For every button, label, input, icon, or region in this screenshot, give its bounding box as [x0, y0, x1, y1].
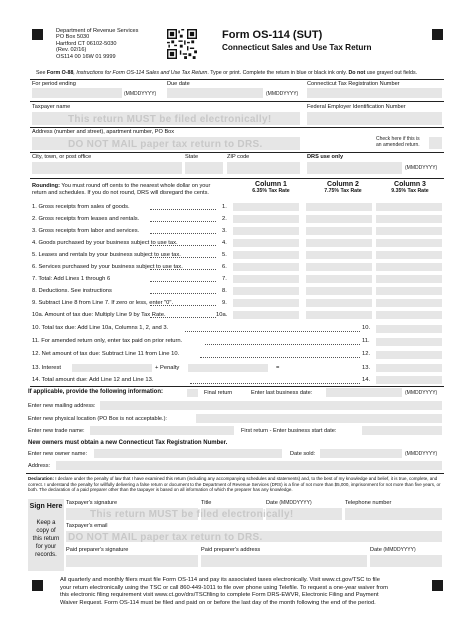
line-9-column-2-field[interactable] — [306, 299, 372, 307]
column-1-header: Column 1 6.35% Tax Rate — [252, 181, 290, 195]
leader-dots — [205, 344, 360, 345]
final-return-checkbox[interactable] — [187, 389, 198, 397]
amended-return-checkbox[interactable] — [429, 137, 442, 149]
rounding-note-1: Rounding: You must round off cents to the nearest whole dollar on your — [32, 183, 211, 189]
leader-dots — [150, 221, 216, 222]
line-5-column-3-field[interactable] — [376, 251, 442, 259]
leader-dots — [150, 233, 216, 234]
line-13-amount-field[interactable] — [376, 364, 442, 372]
line-3-label: 3. Gross receipts from labor and services. — [32, 228, 140, 234]
applicable-heading: If applicable, provide the following information: — [28, 389, 164, 395]
line-14-label: 14. Total amount due: Add Line 12 and Line 13. — [32, 377, 154, 383]
date-sold-label: Date sold: — [290, 451, 316, 457]
registration-number-field[interactable] — [307, 88, 442, 98]
leader-dots — [190, 383, 360, 384]
registration-number-label: Connecticut Tax Registration Number — [307, 81, 400, 87]
city-field[interactable] — [32, 162, 182, 174]
line-6-label: 6. Services purchased by your business subject to use tax. — [32, 264, 183, 270]
line-1-column-1-field[interactable] — [233, 203, 299, 211]
period-ending-format: (MMDDYYYY) — [124, 91, 157, 97]
column-3-header: Column 3 9.35% Tax Rate — [391, 181, 429, 195]
owner-address-field[interactable] — [56, 461, 442, 470]
line-12-amount-field[interactable] — [376, 351, 442, 359]
divider — [30, 178, 444, 179]
drs-date-format: (MMDDYYYY) — [405, 165, 438, 171]
line-2-column-2-field[interactable] — [306, 215, 372, 223]
line-10-column-3-field[interactable] — [376, 311, 442, 319]
divider — [30, 386, 444, 387]
line-13-label: 13. Interest — [32, 365, 62, 371]
qr-code-icon — [167, 29, 197, 59]
leader-dots — [200, 357, 360, 358]
divider — [30, 79, 444, 80]
line-3-num: 3. — [222, 228, 227, 234]
line-4-label: 4. Goods purchased by your business subject to use tax. — [32, 240, 178, 246]
taxpayer-name-label: Taxpayer name — [32, 104, 71, 110]
line-2-label: 2. Gross receipts from leases and rentals. — [32, 216, 140, 222]
electronic-filing-watermark: This return MUST be filed electronically! — [68, 114, 272, 125]
line-1-label: 1. Gross receipts from sales of goods. — [32, 204, 130, 210]
line-4-column-3-field[interactable] — [376, 239, 442, 247]
line-7-label: 7. Total: Add Lines 1 through 6 — [32, 276, 111, 282]
line-1-column-3-field[interactable] — [376, 203, 442, 211]
amended-check-text-2: an amended return. — [376, 142, 420, 148]
preparer-date-label: Date (MMDDYYYY) — [370, 547, 416, 553]
preparer-address-label: Paid preparer's address — [201, 547, 261, 553]
line-9-column-1-field[interactable] — [233, 299, 299, 307]
do-not-mail-watermark: DO NOT MAIL paper tax return to DRS. — [68, 532, 263, 543]
form-title: Form OS-114 (SUT) — [222, 29, 323, 41]
divider — [30, 127, 444, 128]
business-start-date-field[interactable] — [362, 426, 442, 435]
agency-block — [56, 28, 166, 60]
divider — [26, 473, 444, 474]
address-label: Address (number and street), apartment number, PO Box — [32, 129, 175, 135]
city-label: City, town, or post office — [32, 154, 92, 160]
line-9-num: 9. — [222, 300, 227, 306]
line-10-column-1-field[interactable] — [233, 311, 299, 319]
divider — [30, 101, 444, 102]
agency-line: (Rev. 02/16) — [56, 47, 87, 54]
line-10-num: 10. — [362, 325, 371, 331]
leader-dots — [150, 305, 216, 306]
do-not-mail-watermark: DO NOT MAIL paper tax return to DRS. — [68, 139, 263, 150]
line-8-num: 8. — [222, 288, 227, 294]
preparer-date-field[interactable] — [370, 555, 442, 567]
agency-line: Department of Revenue Services — [56, 28, 139, 34]
owner-address-label: Address: — [28, 463, 51, 469]
line-12-num: 12. — [362, 351, 371, 357]
line-10-label: 10. Total tax due: Add Line 10a, Columns 1, 2, and 3. — [32, 325, 169, 331]
drs-use-only-field — [307, 162, 402, 174]
line-8-column-2-field[interactable] — [306, 287, 372, 295]
title-label: Title — [201, 500, 212, 506]
line-6-column-3-field[interactable] — [376, 263, 442, 271]
new-trade-label: Enter new trade name: — [28, 428, 85, 434]
equals-sign: = — [276, 365, 280, 371]
last-business-date-format: (MMDDYYYY) — [405, 390, 438, 396]
new-mailing-field[interactable] — [100, 401, 442, 410]
footer-note: All quarterly and monthly filers must file Form OS-114 and pay its associated taxes electronically. Visit www.ct.gov/TSC to file your return electronically using the TSC or call 860-449-1011 to file over phone using Telefile. To request a one-year waiver from this electronic filing requirement visit www.ct.gov/drs/TSCfiling to complete Form DRS-EWVR, Electronic Filing and Payment Waiver Request. Form OS-114 must be filed and paid on or before the last day of the month following the end of the period. — [60, 577, 388, 606]
penalty-label: + Penalty — [155, 365, 180, 371]
line-4-column-2-field[interactable] — [306, 239, 372, 247]
divider — [30, 152, 444, 153]
corner-mark-bottom-left — [32, 580, 43, 591]
leader-dots — [150, 245, 216, 246]
line-13-num: 13. — [362, 365, 371, 371]
declaration-text: Declaration: I declare under the penalty of law that I have examined this return (including any accompanying schedules and statements) and, to the best of my knowledge and belief, it is true, complete, and correct. I understand the penalty for willfully delivering a false return or document to the Department of Revenue Services (DRS) is a fine of not more than $5,000, imprisonment for not more than five years, or both. The declaration of a paid preparer other than the taxpayer is based on all information of which the preparer has any knowledge. — [28, 476, 441, 493]
fein-label: Federal Employer Identification Number — [307, 104, 406, 110]
new-owners-heading: New owners must obtain a new Connecticut Tax Registration Number. — [28, 440, 228, 446]
agency-line: OS114 00 16W 01 9999 — [56, 53, 116, 60]
for-period-ending-label: For period ending — [32, 81, 76, 87]
form-subtitle: Connecticut Sales and Use Tax Return — [222, 43, 372, 52]
period-ending-field[interactable] — [32, 88, 122, 98]
corner-mark-bottom-right — [432, 580, 443, 591]
column-2-header: Column 2 7.75% Tax Rate — [324, 181, 362, 195]
line-12-label: 12. Net amount of tax due: Subtract Line 11 from Line 10. — [32, 351, 180, 357]
line-2-column-1-field[interactable] — [233, 215, 299, 223]
line-10-column-2-field[interactable] — [306, 311, 372, 319]
new-physical-field[interactable] — [196, 414, 442, 423]
line-7-column-2-field[interactable] — [306, 275, 372, 283]
line-11-label: 11. For amended return only, enter tax paid on prior return. — [32, 338, 183, 344]
new-trade-field[interactable] — [90, 426, 234, 435]
corner-mark-top-left — [32, 29, 43, 40]
line-10a-num: 10a. — [216, 312, 228, 318]
rounding-note-2: return and schedules. If you do not round, DRS will disregard the cents. — [32, 190, 209, 196]
leader-dots — [150, 281, 216, 282]
line-5-column-2-field[interactable] — [306, 251, 372, 259]
state-field[interactable] — [185, 162, 223, 174]
instructions-line: See Form O-88, Instructions for Form OS-114 Sales and Use Tax Return. Type or print. Complete the return in blue or black ink only. Do not use grayed out fields. — [36, 70, 418, 76]
line-11-amount-field[interactable] — [376, 338, 442, 346]
new-physical-label: Enter new physical location (PO Box is not acceptable.): — [28, 416, 167, 422]
line-10-amount-field[interactable] — [376, 325, 442, 333]
due-date-field[interactable] — [167, 88, 263, 98]
zip-field[interactable] — [227, 162, 300, 174]
line-6-num: 6. — [222, 264, 227, 270]
electronic-filing-watermark: This return MUST be filed electronically! — [90, 509, 294, 520]
preparer-address-field[interactable] — [201, 555, 367, 567]
line-11-num: 11. — [362, 338, 370, 344]
last-business-date-label: Enter last business date: — [251, 390, 313, 396]
sign-here-label: Sign Here — [29, 503, 63, 510]
taxpayer-signature-label: Taxpayer's signature — [66, 500, 118, 506]
line-7-num: 7. — [222, 276, 227, 282]
agency-line: PO Box 5030 — [56, 34, 90, 41]
line-5-num: 5. — [222, 252, 227, 258]
line-4-num: 4. — [222, 240, 227, 246]
due-date-format: (MMDDYYYY) — [266, 91, 299, 97]
preparer-signature-label: Paid preparer's signature — [66, 547, 129, 553]
line-3-column-1-field[interactable] — [233, 227, 299, 235]
line-1-num: 1. — [222, 204, 227, 210]
preparer-signature-field[interactable] — [66, 555, 198, 567]
state-label: State — [185, 154, 199, 160]
zip-label: ZIP code — [227, 154, 250, 160]
line-5-label: 5. Leases and rentals by your business subject to use tax. — [32, 252, 181, 258]
line-2-column-3-field[interactable] — [376, 215, 442, 223]
line-8-label: 8. Deductions. See instructions — [32, 288, 112, 294]
line-5-column-1-field[interactable] — [233, 251, 299, 259]
line-9-label: 9. Subtract Line 8 from Line 7. If zero or less, enter "0". — [32, 300, 174, 306]
agency-line: Hartford CT 06102-5030 — [56, 40, 117, 47]
leader-dots — [150, 209, 216, 210]
line-8-column-3-field[interactable] — [376, 287, 442, 295]
last-business-date-field[interactable] — [326, 388, 402, 397]
new-mailing-label: Enter new mailing address: — [28, 403, 96, 409]
date-label: Date (MMDDYYYY) — [266, 500, 312, 506]
line-10a-label: 10a. Amount of tax due: Multiply Line 9 by Tax Rate. — [32, 312, 166, 318]
line-7-column-3-field[interactable] — [376, 275, 442, 283]
amended-check-text-1: Check here if this is — [376, 136, 420, 142]
fein-field[interactable] — [307, 112, 442, 125]
taxpayer-email-label: Taxpayer's email — [66, 523, 108, 529]
line-14-num: 14. — [362, 377, 371, 383]
line-7-column-1-field[interactable] — [233, 275, 299, 283]
due-date-label: Due date — [167, 81, 190, 87]
penalty-field[interactable] — [188, 364, 268, 372]
first-return-label: First return - Enter business start date: — [241, 428, 337, 434]
final-return-label: Final return — [204, 390, 233, 396]
owner-name-label: Enter new owner name: — [28, 451, 88, 457]
line-9-column-3-field[interactable] — [376, 299, 442, 307]
telephone-label: Telephone number — [345, 500, 392, 506]
interest-field[interactable] — [72, 364, 152, 372]
line-6-column-2-field[interactable] — [306, 263, 372, 271]
drs-use-only-label: DRS use only — [307, 154, 344, 160]
corner-mark-top-right — [432, 29, 443, 40]
line-1-column-2-field[interactable] — [306, 203, 372, 211]
leader-dots — [150, 317, 216, 318]
line-6-column-1-field[interactable] — [233, 263, 299, 271]
date-sold-field[interactable] — [320, 449, 402, 458]
line-14-amount-field[interactable] — [376, 376, 442, 384]
owner-name-field[interactable] — [94, 449, 282, 458]
leader-dots — [150, 269, 216, 270]
leader-dots — [150, 257, 216, 258]
keep-copy-note: Keep a copy of this return for your records. — [32, 520, 60, 559]
line-3-column-3-field[interactable] — [376, 227, 442, 235]
date-sold-format: (MMDDYYYY) — [405, 451, 438, 457]
line-8-column-1-field[interactable] — [233, 287, 299, 295]
line-3-column-2-field[interactable] — [306, 227, 372, 235]
leader-dots — [185, 331, 360, 332]
line-4-column-1-field[interactable] — [233, 239, 299, 247]
telephone-field[interactable] — [345, 508, 442, 520]
leader-dots — [150, 293, 216, 294]
line-2-num: 2. — [222, 216, 227, 222]
